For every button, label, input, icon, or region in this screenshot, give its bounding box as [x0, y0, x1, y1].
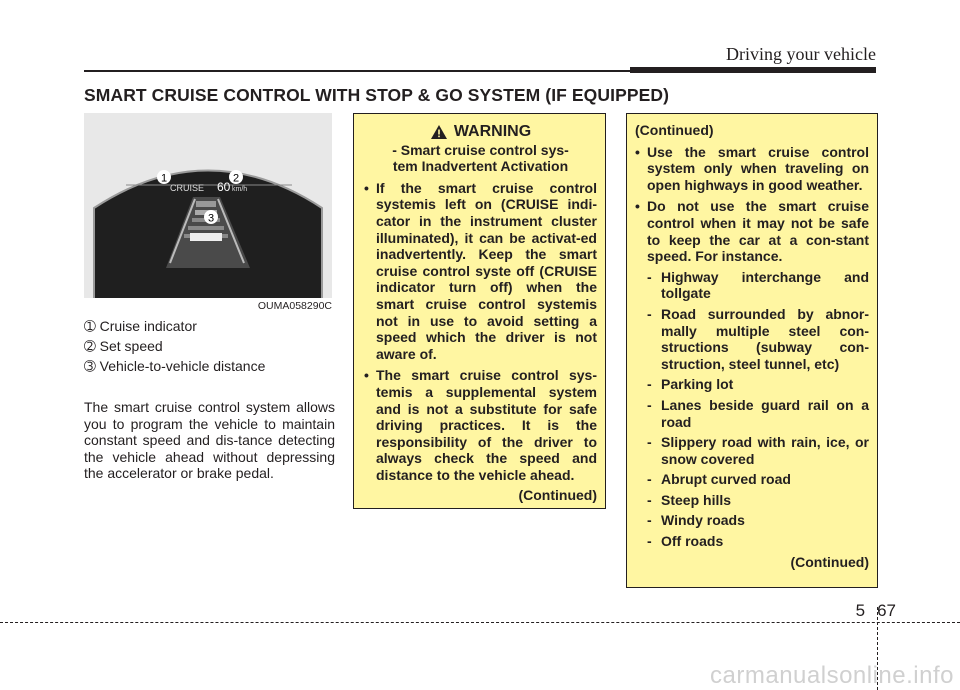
warning-subtitle: - Smart cruise control sys- tem Inadvertent Activation	[392, 141, 569, 175]
condition-item: - Road surrounded by abnor-mally multiple steel con-structions (subway con-struction, steel tunnel, etc)	[647, 305, 869, 372]
cluster-figure	[84, 113, 332, 305]
speed-unit: km/h	[232, 186, 248, 193]
svg-text:1: 1	[160, 172, 168, 185]
condition-item: - Slippery road with rain, ice, or snow covered	[647, 434, 869, 467]
continued-bullet: • Do not use the smart cruise control when it may not be safe to keep the car at a con-stant speed. For instance.	[635, 198, 869, 265]
figure-code-wrap	[84, 298, 332, 314]
warning-heading: WARNING	[364, 124, 597, 141]
condition-item: - Lanes beside guard rail on a road	[647, 396, 869, 430]
warning-panel	[353, 113, 606, 509]
continued-footer: (Continued)	[790, 553, 869, 570]
continued-bullet: • Use the smart cruise control system only when traveling on open highways in good weather.	[635, 143, 869, 193]
warning-bullet: • The smart cruise control sys-temis a supplemental system and is not a substitute for safe driving practices. It is the responsibility of the driver to always check the speed and distance to the vehicle ahead.	[364, 367, 597, 483]
page-heading: SMART CRUISE CONTROL WITH STOP & GO SYSTEM (IF EQUIPPED)	[84, 85, 670, 105]
watermark: carmanualsonline.info	[710, 662, 954, 689]
continued-header: (Continued)	[635, 122, 714, 138]
intro-paragraph: The smart cruise control system allows you to program the vehicle to maintain constant speed and dis-tance detecting the vehicle ahead without depressing the accelerator or brake pedal.	[84, 399, 335, 482]
legend-item: ➂ Vehicle-to-vehicle distance	[84, 358, 266, 374]
figure-code: OUMA058290C	[257, 300, 332, 312]
condition-item: - Highway interchange and tollgate	[647, 268, 869, 302]
cruise-readout: CRUISE	[170, 183, 205, 193]
condition-item: - Off roads	[647, 533, 724, 550]
page-number: 5 67	[855, 601, 896, 620]
condition-item: - Parking lot	[647, 376, 734, 393]
cluster-illustration	[84, 113, 332, 305]
footer-rule	[0, 622, 960, 623]
continued-panel	[626, 113, 878, 588]
legend-item: ➁ Set speed	[84, 338, 163, 354]
legend-item: ➀ Cruise indicator	[84, 318, 197, 334]
speed-readout: 60	[217, 180, 231, 194]
title-rule-accent	[630, 67, 876, 73]
warning-bullet: • If the smart cruise control systemis left on (CRUISE indi-cator in the instrument cluster illuminated), it can be activat-ed inadvertently. Keep the smart cruise control syste off (CRUISE indicator turn off) when the smart cruise control systemis not in use to avoid setting a speed which the driver is not aware of.	[364, 179, 597, 362]
svg-text:3: 3	[207, 212, 215, 225]
condition-item: - Windy roads	[647, 512, 745, 529]
condition-item: - Abrupt curved road	[647, 471, 791, 488]
condition-item: - Steep hills	[647, 491, 732, 508]
section-title: Driving your vehicle	[726, 44, 876, 64]
legend-list	[84, 316, 336, 376]
warning-triangle-icon	[430, 124, 448, 140]
svg-text:2: 2	[232, 172, 240, 185]
warning-continued: (Continued)	[518, 487, 597, 504]
